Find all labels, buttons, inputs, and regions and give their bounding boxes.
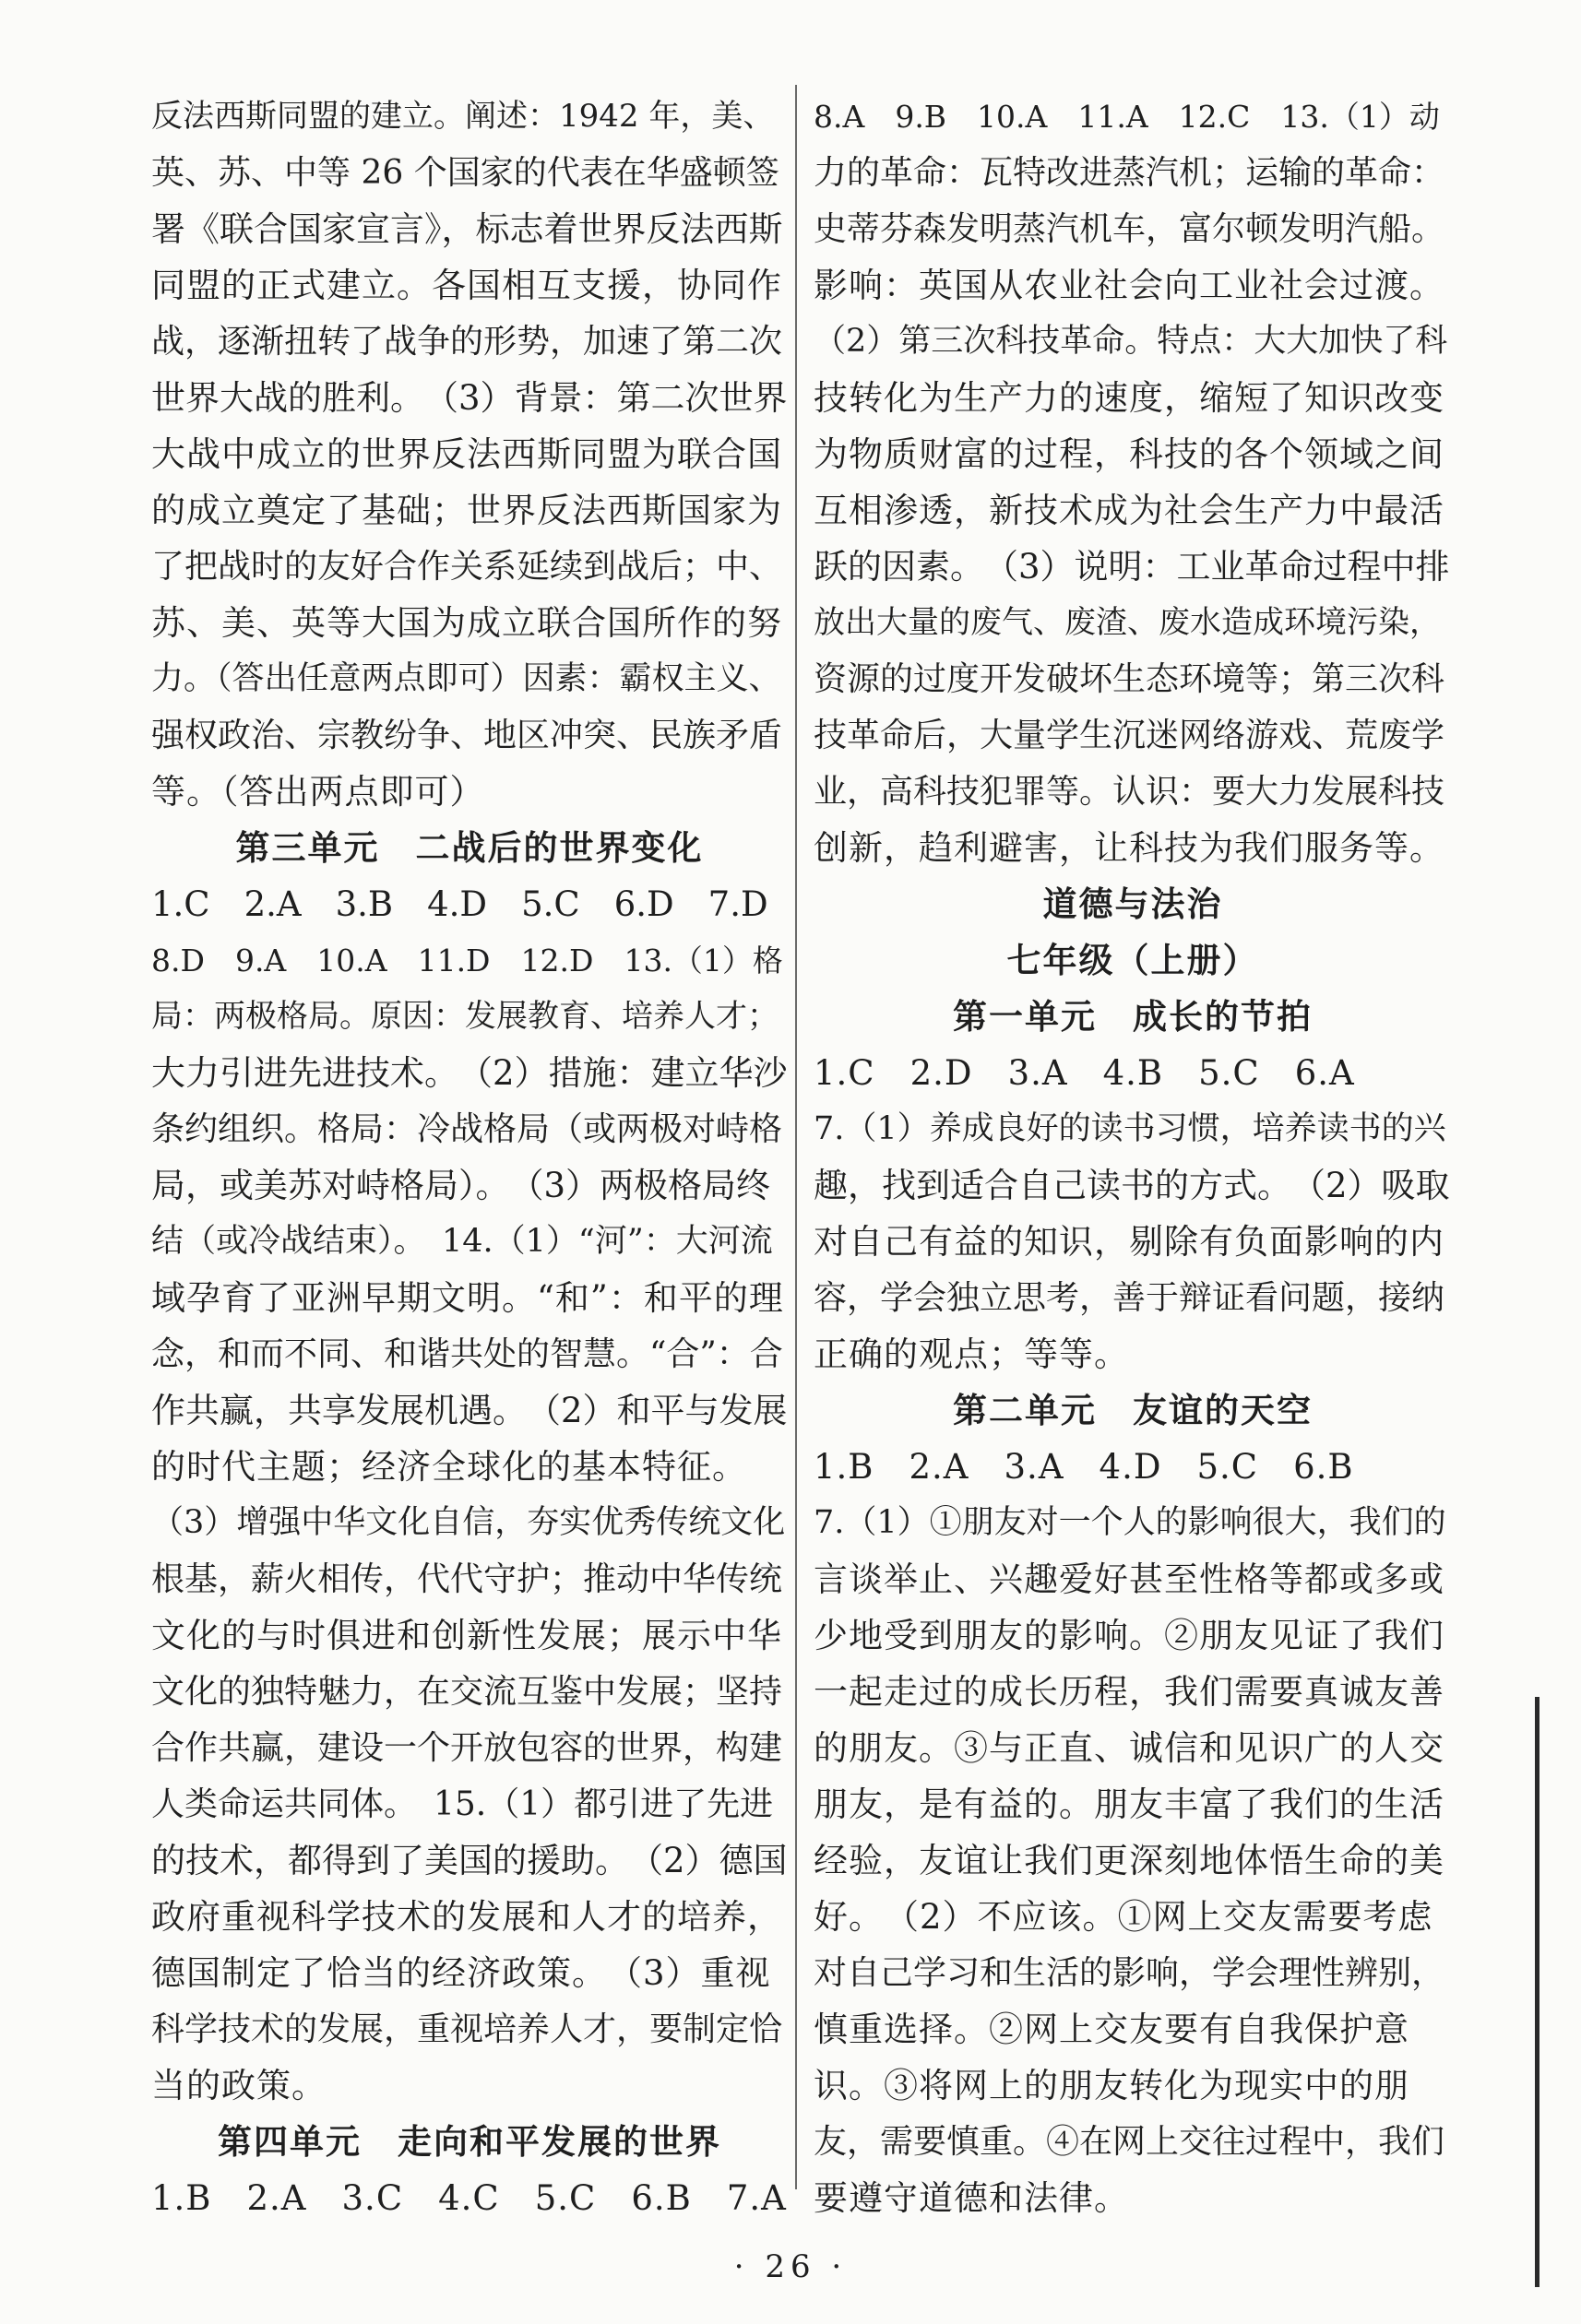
section-heading: 第二单元 友谊的天空: [953, 1391, 1313, 1430]
text-line: 技转化为生产力的速度，缩短了知识改变: [814, 378, 1444, 418]
right-column: [814, 89, 1452, 2226]
text-line: 经验，友谊让我们更深刻地体悟生命的美: [814, 1841, 1444, 1880]
section-heading: 第三单元 二战后的世界变化: [235, 828, 704, 868]
text-line: 影响：英国从农业社会向工业社会过渡。: [814, 266, 1444, 305]
section-heading: 第四单元 走向和平发展的世界: [218, 2122, 721, 2162]
text-line: 的时代主题；经济全球化的基本特征。: [151, 1447, 747, 1487]
text-line: 7.（1）①朋友对一个人的影响很大，我们的: [814, 1504, 1446, 1541]
text-line: 史蒂芬森发明蒸汽机车，富尔顿发明汽船。: [814, 210, 1445, 248]
text-line: 科学技术的发展，重视培养人才，要制定恰: [151, 2010, 783, 2048]
text-line: 1.C 2.D 3.A 4.B 5.C 6.A: [814, 1053, 1355, 1093]
page-edge-mark: [1535, 1697, 1539, 2287]
text-line: 业，高科技犯罪等。认识：要大力发展科技: [814, 773, 1445, 811]
text-line: 署《联合国家宣言》，标志着世界反法西斯: [151, 209, 783, 249]
page-number: · 26 ·: [733, 2248, 848, 2285]
text-line: 世界大战的胜利。 （3）背景：第二次世界: [151, 378, 788, 418]
text-line: 局，或美苏对峙格局）。 （3）两极格局终: [151, 1166, 771, 1205]
text-line: 1.B 2.A 3.A 4.D 5.C 6.B: [814, 1447, 1354, 1487]
text-line: 力。（答出任意两点即可）因素：霸权主义、: [151, 660, 781, 697]
section-heading: 七年级（上册）: [1006, 941, 1259, 980]
text-line: （3）增强中华文化自信，夯实优秀传统文化: [151, 1504, 786, 1541]
text-line: 识。③将网上的朋友转化为现实中的朋: [814, 2066, 1409, 2105]
text-line: 根基，薪火相传，代代守护；推动中华传统: [151, 1560, 783, 1598]
section-heading: 道德与法治: [1042, 884, 1223, 924]
text-line: 技革命后，大量学生沉迷网络游戏、荒废学: [814, 717, 1445, 754]
text-line: 跃的因素。 （3）说明：工业革命过程中排: [814, 547, 1450, 587]
text-line: 正确的观点；等等。: [814, 1334, 1129, 1374]
section-heading: 第一单元 成长的节拍: [953, 997, 1313, 1037]
text-line: 大战中成立的世界反法西斯同盟为联合国: [151, 434, 782, 474]
text-line: 好。 （2）不应该。①网上交友需要考虑: [814, 1897, 1433, 1937]
text-line: 人类命运共同体。 15.（1）都引进了先进: [151, 1785, 774, 1823]
text-line: 的技术，都得到了美国的援助。 （2）德国: [151, 1841, 788, 1880]
text-line: 对自己学习和生活的影响，学会理性辨别，: [814, 1954, 1445, 1992]
text-line: 的朋友。③与正直、诚信和见识广的人交: [814, 1728, 1444, 1768]
text-line: 政府重视科学技术的发展和人才的培养，: [151, 1897, 782, 1937]
text-line: 反法西斯同盟的建立。阐述：1942 年，美、: [151, 98, 775, 135]
text-line: 当的政策。: [151, 2066, 327, 2105]
text-line: 要遵守道德和法律。: [814, 2178, 1129, 2218]
text-line: 8.D 9.A 10.A 11.D 12.D 13.（1）格: [151, 943, 783, 978]
text-line: 文化的与时俱进和创新性发展；展示中华: [151, 1616, 782, 1655]
text-line: 文化的独特魅力，在交流互鉴中发展；坚持: [151, 1673, 783, 1711]
text-line: 念，和而不同、和谐共处的智慧。“合”：合: [151, 1335, 783, 1373]
text-line: 趣，找到适合自己读书的方式。 （2）吸取: [814, 1166, 1450, 1205]
text-line: 友，需要慎重。④在网上交往过程中，我们: [814, 2123, 1445, 2161]
text-line: 局：两极格局。原因：发展教育、培养人才；: [151, 998, 779, 1035]
text-line: 创新，趋利避害，让科技为我们服务等。: [814, 828, 1444, 868]
text-line: 同盟的正式建立。各国相互支援，协同作: [151, 266, 782, 305]
text-line: 条约组织。格局：冷战格局（或两极对峙格: [151, 1110, 783, 1148]
text-line: 放出大量的废气、废渣、废水造成环境污染，: [814, 604, 1441, 641]
text-line: 强权政治、宗教纷争、地区冲突、民族矛盾: [151, 717, 783, 754]
left-column: [151, 89, 788, 2226]
text-line: 大力引进先进技术。 （2）措施：建立华沙: [151, 1053, 788, 1093]
text-line: 资源的过度开发破坏生态环境等；第三次科: [814, 660, 1445, 698]
text-line: 朋友，是有益的。朋友丰富了我们的生活: [814, 1784, 1444, 1824]
text-line: 8.A 9.B 10.A 11.A 12.C 13.（1）动: [814, 99, 1440, 135]
column-divider: [795, 85, 797, 2189]
text-line: 一起走过的成长历程，我们需要真诚友善: [814, 1672, 1444, 1712]
text-line: 苏、美、英等大国为成立联合国所作的努: [151, 603, 782, 643]
text-line: 了把战时的友好合作关系延续到战后；中、: [151, 548, 783, 586]
text-line: 合作共赢，建设一个开放包容的世界，构建: [151, 1729, 783, 1767]
text-line: 7.（1）养成良好的读书习惯，培养读书的兴: [814, 1110, 1446, 1147]
text-line: 英、苏、中等 26 个国家的代表在华盛顿签: [151, 154, 779, 192]
text-line: 言谈举止、兴趣爱好甚至性格等都或多或: [814, 1559, 1444, 1599]
text-line: 战，逐渐扭转了战争的形势，加速了第二次: [151, 323, 783, 361]
text-line: 结（或冷战结束）。 14.（1）“河”：大河流: [151, 1223, 773, 1260]
text-line: 等。（答出两点即可）: [151, 772, 485, 812]
text-line: 慎重选择。②网上交友要有自我保护意: [814, 2010, 1409, 2049]
text-line: 为物质财富的过程，科技的各个领域之间: [814, 434, 1444, 474]
text-line: 作共赢，共享发展机遇。 （2）和平与发展: [151, 1391, 788, 1430]
text-line: 对自己有益的知识，剔除有负面影响的内: [814, 1222, 1444, 1262]
text-line: 力的革命：瓦特改进蒸汽机；运输的革命：: [814, 154, 1445, 192]
text-line: 的成立奠定了基础；世界反法西斯国家为: [151, 491, 782, 530]
text-line: 1.B 2.A 3.C 4.C 5.C 6.B 7.A: [151, 2178, 787, 2218]
text-line: 德国制定了恰当的经济政策。 （3）重视: [151, 1953, 771, 1993]
text-line: 少地受到朋友的影响。②朋友见证了我们: [814, 1616, 1444, 1655]
text-line: （2）第三次科技革命。特点：大大加快了科: [814, 323, 1448, 360]
text-line: 域孕育了亚洲早期文明。“和”：和平的理: [151, 1278, 784, 1318]
text-line: 容，学会独立思考，善于辩证看问题，接纳: [814, 1279, 1445, 1317]
text-line: 1.C 2.A 3.B 4.D 5.C 6.D 7.D: [151, 884, 768, 924]
text-line: 互相渗透，新技术成为社会生产力中最活: [814, 491, 1444, 530]
